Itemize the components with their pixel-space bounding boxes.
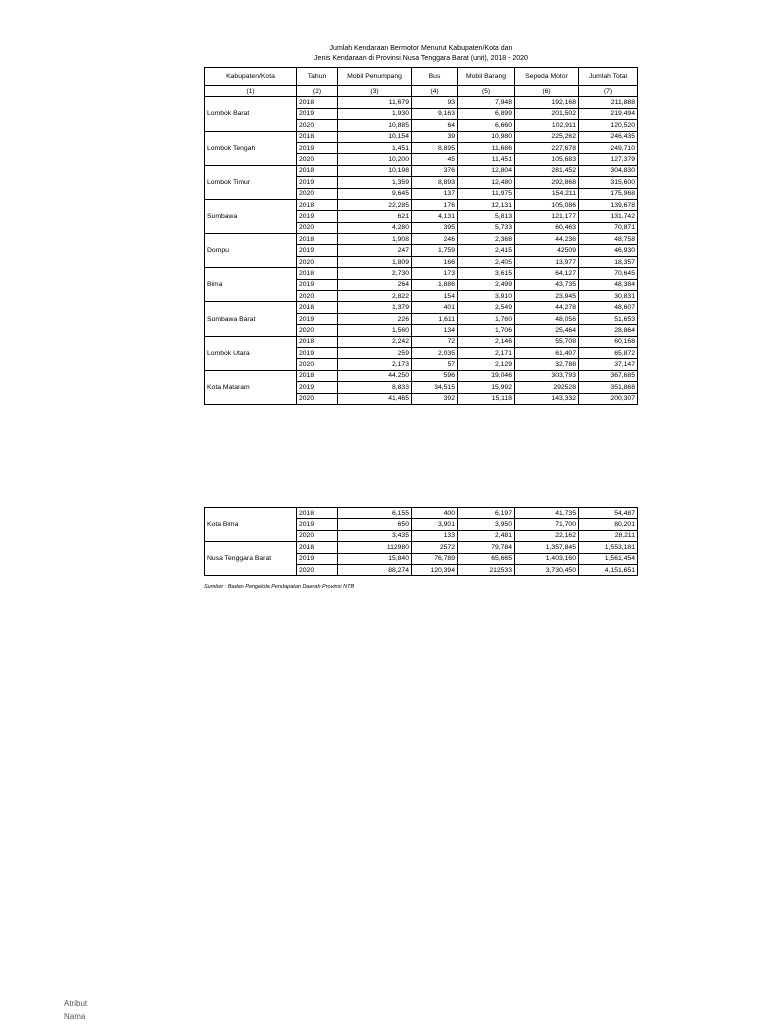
value-cell: 2572 xyxy=(412,542,458,553)
table-row xyxy=(205,336,638,347)
header-tahun: Tahun xyxy=(297,68,338,86)
value-cell: 120,394 xyxy=(412,564,458,575)
value-cell: 102,911 xyxy=(515,120,579,131)
value-cell: 192,168 xyxy=(515,97,579,108)
value-cell: 37,147 xyxy=(579,359,638,370)
region-name: Sumbawa xyxy=(205,199,297,233)
value-cell: 1,451 xyxy=(338,142,412,153)
value-cell: 2,549 xyxy=(458,302,515,313)
value-cell: 11,679 xyxy=(338,97,412,108)
value-cell: 51,653 xyxy=(579,313,638,324)
region-name: Kota Mataram xyxy=(205,370,297,404)
value-cell: 8,893 xyxy=(412,177,458,188)
value-cell: 1,809 xyxy=(338,256,412,267)
year-cell: 2019 xyxy=(297,177,338,188)
value-cell: 39 xyxy=(412,131,458,142)
value-cell: 2,481 xyxy=(458,530,515,541)
year-cell: 2018 xyxy=(297,165,338,176)
region-name: Kota Bima xyxy=(205,508,297,542)
value-cell: 134 xyxy=(412,325,458,336)
value-cell: 139,678 xyxy=(579,199,638,210)
column-number: (5) xyxy=(458,86,515,97)
year-cell: 2020 xyxy=(297,359,338,370)
year-cell: 2020 xyxy=(297,256,338,267)
region-name: Bima xyxy=(205,268,297,302)
value-cell: 292,868 xyxy=(515,177,579,188)
value-cell: 18,357 xyxy=(579,256,638,267)
year-cell: 2020 xyxy=(297,188,338,199)
value-cell: 400 xyxy=(412,508,458,519)
value-cell: 76,789 xyxy=(412,553,458,564)
header-kabupaten-kota: Kabupaten/Kota xyxy=(205,68,297,86)
value-cell: 80,201 xyxy=(579,519,638,530)
value-cell: 4,151,651 xyxy=(579,564,638,575)
value-cell: 88,274 xyxy=(338,564,412,575)
vehicle-table-continued-body xyxy=(205,508,638,576)
vehicle-table xyxy=(204,67,638,405)
table-row xyxy=(205,199,638,210)
value-cell: 154 xyxy=(412,291,458,302)
value-cell: 219,494 xyxy=(579,108,638,119)
year-cell: 2018 xyxy=(297,234,338,245)
value-cell: 15,992 xyxy=(458,382,515,393)
value-cell: 246,435 xyxy=(579,131,638,142)
value-cell: 131,742 xyxy=(579,211,638,222)
value-cell: 1,759 xyxy=(412,245,458,256)
value-cell: 304,830 xyxy=(579,165,638,176)
value-cell: 2,129 xyxy=(458,359,515,370)
value-cell: 3,910 xyxy=(458,291,515,302)
table-row xyxy=(205,268,638,279)
value-cell: 43,735 xyxy=(515,279,579,290)
value-cell: 395 xyxy=(412,222,458,233)
value-cell: 34,515 xyxy=(412,382,458,393)
year-cell: 2020 xyxy=(297,393,338,404)
value-cell: 6,899 xyxy=(458,108,515,119)
value-cell: 65,665 xyxy=(458,553,515,564)
value-cell: 1,561,454 xyxy=(579,553,638,564)
value-cell: 1,886 xyxy=(412,279,458,290)
year-cell: 2018 xyxy=(297,336,338,347)
value-cell: 200,307 xyxy=(579,393,638,404)
value-cell: 6,155 xyxy=(338,508,412,519)
value-cell: 596 xyxy=(412,370,458,381)
value-cell: 2,405 xyxy=(458,256,515,267)
value-cell: 247 xyxy=(338,245,412,256)
column-number: (1) xyxy=(205,86,297,97)
value-cell: 2,822 xyxy=(338,291,412,302)
value-cell: 48,384 xyxy=(579,279,638,290)
footer-attr-label: Atribut xyxy=(64,999,88,1008)
value-cell: 54,487 xyxy=(579,508,638,519)
column-number: (6) xyxy=(515,86,579,97)
value-cell: 1,611 xyxy=(412,313,458,324)
year-cell: 2019 xyxy=(297,313,338,324)
value-cell: 176 xyxy=(412,199,458,210)
value-cell: 42509 xyxy=(515,245,579,256)
value-cell: 11,451 xyxy=(458,154,515,165)
value-cell: 315,600 xyxy=(579,177,638,188)
value-cell: 6,660 xyxy=(458,120,515,131)
value-cell: 64 xyxy=(412,120,458,131)
value-cell: 5,813 xyxy=(458,211,515,222)
value-cell: 621 xyxy=(338,211,412,222)
header-bus: Bus xyxy=(412,68,458,86)
value-cell: 112980 xyxy=(338,542,412,553)
value-cell: 1,706 xyxy=(458,325,515,336)
year-cell: 2020 xyxy=(297,222,338,233)
value-cell: 401 xyxy=(412,302,458,313)
value-cell: 70,645 xyxy=(579,268,638,279)
value-cell: 9,163 xyxy=(412,108,458,119)
value-cell: 2,173 xyxy=(338,359,412,370)
header-mobil-barang: Mobil Barang xyxy=(458,68,515,86)
value-cell: 105,683 xyxy=(515,154,579,165)
value-cell: 1,359 xyxy=(338,177,412,188)
value-cell: 212533 xyxy=(458,564,515,575)
region-name: Lombok Utara xyxy=(205,336,297,370)
year-cell: 2020 xyxy=(297,564,338,575)
year-cell: 2018 xyxy=(297,542,338,553)
value-cell: 225,262 xyxy=(515,131,579,142)
value-cell: 19,046 xyxy=(458,370,515,381)
value-cell: 10,200 xyxy=(338,154,412,165)
value-cell: 173 xyxy=(412,268,458,279)
value-cell: 121,177 xyxy=(515,211,579,222)
value-cell: 2,415 xyxy=(458,245,515,256)
table-row xyxy=(205,302,638,313)
value-cell: 70,871 xyxy=(579,222,638,233)
value-cell: 65,872 xyxy=(579,347,638,358)
region-name: Lombok Tengah xyxy=(205,131,297,165)
value-cell: 303,793 xyxy=(515,370,579,381)
value-cell: 211,888 xyxy=(579,97,638,108)
value-cell: 45 xyxy=(412,154,458,165)
year-cell: 2018 xyxy=(297,508,338,519)
value-cell: 5,733 xyxy=(458,222,515,233)
region-name: Nusa Tenggara Barat xyxy=(205,542,297,576)
value-cell: 143,332 xyxy=(515,393,579,404)
value-cell: 46,930 xyxy=(579,245,638,256)
value-cell: 137 xyxy=(412,188,458,199)
value-cell: 2,242 xyxy=(338,336,412,347)
column-number: (3) xyxy=(338,86,412,97)
value-cell: 28,864 xyxy=(579,325,638,336)
region-name: Lombok Timur xyxy=(205,165,297,199)
value-cell: 392 xyxy=(412,393,458,404)
year-cell: 2018 xyxy=(297,268,338,279)
footer-name-label: Nama xyxy=(64,1012,86,1021)
value-cell: 22,162 xyxy=(515,530,579,541)
value-cell: 3,950 xyxy=(458,519,515,530)
year-cell: 2019 xyxy=(297,347,338,358)
year-cell: 2018 xyxy=(297,302,338,313)
value-cell: 292528 xyxy=(515,382,579,393)
value-cell: 60,168 xyxy=(579,336,638,347)
value-cell: 3,615 xyxy=(458,268,515,279)
value-cell: 1,908 xyxy=(338,234,412,245)
value-cell: 44,278 xyxy=(515,302,579,313)
year-cell: 2019 xyxy=(297,245,338,256)
value-cell: 57 xyxy=(412,359,458,370)
table-row xyxy=(205,165,638,176)
year-cell: 2018 xyxy=(297,131,338,142)
value-cell: 1,560 xyxy=(338,325,412,336)
value-cell: 12,804 xyxy=(458,165,515,176)
value-cell: 249,710 xyxy=(579,142,638,153)
value-cell: 10,980 xyxy=(458,131,515,142)
value-cell: 1,379 xyxy=(338,302,412,313)
value-cell: 2,499 xyxy=(458,279,515,290)
year-cell: 2020 xyxy=(297,291,338,302)
table-row xyxy=(205,234,638,245)
year-cell: 2020 xyxy=(297,530,338,541)
year-cell: 2019 xyxy=(297,382,338,393)
value-cell: 25,464 xyxy=(515,325,579,336)
table-title-line1: Jumlah Kendaraan Bermotor Menurut Kabupaten/Kota dan xyxy=(329,45,513,52)
value-cell: 1,403,160 xyxy=(515,553,579,564)
value-cell: 351,868 xyxy=(579,382,638,393)
value-cell: 79,784 xyxy=(458,542,515,553)
value-cell: 120,520 xyxy=(579,120,638,131)
value-cell: 41,465 xyxy=(338,393,412,404)
value-cell: 2,035 xyxy=(412,347,458,358)
value-cell: 4,131 xyxy=(412,211,458,222)
region-name: Lombok Barat xyxy=(205,97,297,131)
value-cell: 60,463 xyxy=(515,222,579,233)
year-cell: 2019 xyxy=(297,553,338,564)
year-cell: 2018 xyxy=(297,370,338,381)
value-cell: 9,645 xyxy=(338,188,412,199)
value-cell: 23,945 xyxy=(515,291,579,302)
column-number-row xyxy=(205,86,638,97)
value-cell: 4,280 xyxy=(338,222,412,233)
value-cell: 264 xyxy=(338,279,412,290)
value-cell: 2,368 xyxy=(458,234,515,245)
column-number: (2) xyxy=(297,86,338,97)
value-cell: 3,901 xyxy=(412,519,458,530)
value-cell: 30,831 xyxy=(579,291,638,302)
year-cell: 2020 xyxy=(297,154,338,165)
value-cell: 22,285 xyxy=(338,199,412,210)
value-cell: 11,686 xyxy=(458,142,515,153)
value-cell: 1,357,845 xyxy=(515,542,579,553)
year-cell: 2019 xyxy=(297,519,338,530)
value-cell: 32,788 xyxy=(515,359,579,370)
year-cell: 2019 xyxy=(297,142,338,153)
table-row xyxy=(205,97,638,108)
table-row xyxy=(205,542,638,553)
header-sepeda-motor: Sepeda Motor xyxy=(515,68,579,86)
value-cell: 15,118 xyxy=(458,393,515,404)
value-cell: 6,197 xyxy=(458,508,515,519)
value-cell: 2,171 xyxy=(458,347,515,358)
value-cell: 44,250 xyxy=(338,370,412,381)
region-name: Dompu xyxy=(205,234,297,268)
header-jumlah-total: Jumlah Total xyxy=(579,68,638,86)
table-title xyxy=(205,44,637,63)
year-cell: 2018 xyxy=(297,97,338,108)
value-cell: 72 xyxy=(412,336,458,347)
header-row xyxy=(205,68,638,86)
year-cell: 2019 xyxy=(297,279,338,290)
value-cell: 44,236 xyxy=(515,234,579,245)
year-cell: 2018 xyxy=(297,199,338,210)
value-cell: 8,833 xyxy=(338,382,412,393)
value-cell: 175,968 xyxy=(579,188,638,199)
value-cell: 2,730 xyxy=(338,268,412,279)
value-cell: 7,948 xyxy=(458,97,515,108)
header-mobil-penumpang: Mobil Penumpang xyxy=(338,68,412,86)
value-cell: 10,885 xyxy=(338,120,412,131)
value-cell: 48,758 xyxy=(579,234,638,245)
value-cell: 15,840 xyxy=(338,553,412,564)
table-row xyxy=(205,508,638,519)
value-cell: 281,452 xyxy=(515,165,579,176)
value-cell: 127,379 xyxy=(579,154,638,165)
value-cell: 8,895 xyxy=(412,142,458,153)
value-cell: 1,553,181 xyxy=(579,542,638,553)
value-cell: 55,708 xyxy=(515,336,579,347)
year-cell: 2019 xyxy=(297,108,338,119)
value-cell: 105,086 xyxy=(515,199,579,210)
vehicle-table-continued xyxy=(204,507,638,576)
value-cell: 226 xyxy=(338,313,412,324)
year-cell: 2020 xyxy=(297,120,338,131)
value-cell: 41,735 xyxy=(515,508,579,519)
value-cell: 12,480 xyxy=(458,177,515,188)
value-cell: 11,975 xyxy=(458,188,515,199)
value-cell: 10,198 xyxy=(338,165,412,176)
value-cell: 376 xyxy=(412,165,458,176)
value-cell: 166 xyxy=(412,256,458,267)
table-title-line2: Jenis Kendaraan di Provinsi Nusa Tenggara Barat (unit), 2018 - 2020 xyxy=(314,54,528,62)
value-cell: 650 xyxy=(338,519,412,530)
value-cell: 154,211 xyxy=(515,188,579,199)
value-cell: 61,407 xyxy=(515,347,579,358)
value-cell: 3,730,450 xyxy=(515,564,579,575)
value-cell: 367,685 xyxy=(579,370,638,381)
table-row xyxy=(205,370,638,381)
value-cell: 201,502 xyxy=(515,108,579,119)
value-cell: 28,211 xyxy=(579,530,638,541)
value-cell: 259 xyxy=(338,347,412,358)
value-cell: 12,131 xyxy=(458,199,515,210)
vehicle-table-body xyxy=(205,97,638,405)
value-cell: 2,146 xyxy=(458,336,515,347)
value-cell: 133 xyxy=(412,530,458,541)
value-cell: 13,977 xyxy=(515,256,579,267)
value-cell: 93 xyxy=(412,97,458,108)
year-cell: 2020 xyxy=(297,325,338,336)
value-cell: 3,435 xyxy=(338,530,412,541)
column-number: (4) xyxy=(412,86,458,97)
value-cell: 246 xyxy=(412,234,458,245)
value-cell: 10,154 xyxy=(338,131,412,142)
value-cell: 227,678 xyxy=(515,142,579,153)
value-cell: 48,607 xyxy=(579,302,638,313)
value-cell: 1,930 xyxy=(338,108,412,119)
year-cell: 2019 xyxy=(297,211,338,222)
value-cell: 71,700 xyxy=(515,519,579,530)
table-row xyxy=(205,131,638,142)
source-note: Sumber : Badan Pengelola Pendapatan Daerah Provinsi NTB xyxy=(204,584,355,590)
value-cell: 48,056 xyxy=(515,313,579,324)
value-cell: 1,760 xyxy=(458,313,515,324)
value-cell: 64,127 xyxy=(515,268,579,279)
column-number: (7) xyxy=(579,86,638,97)
region-name: Sumbawa Barat xyxy=(205,302,297,336)
